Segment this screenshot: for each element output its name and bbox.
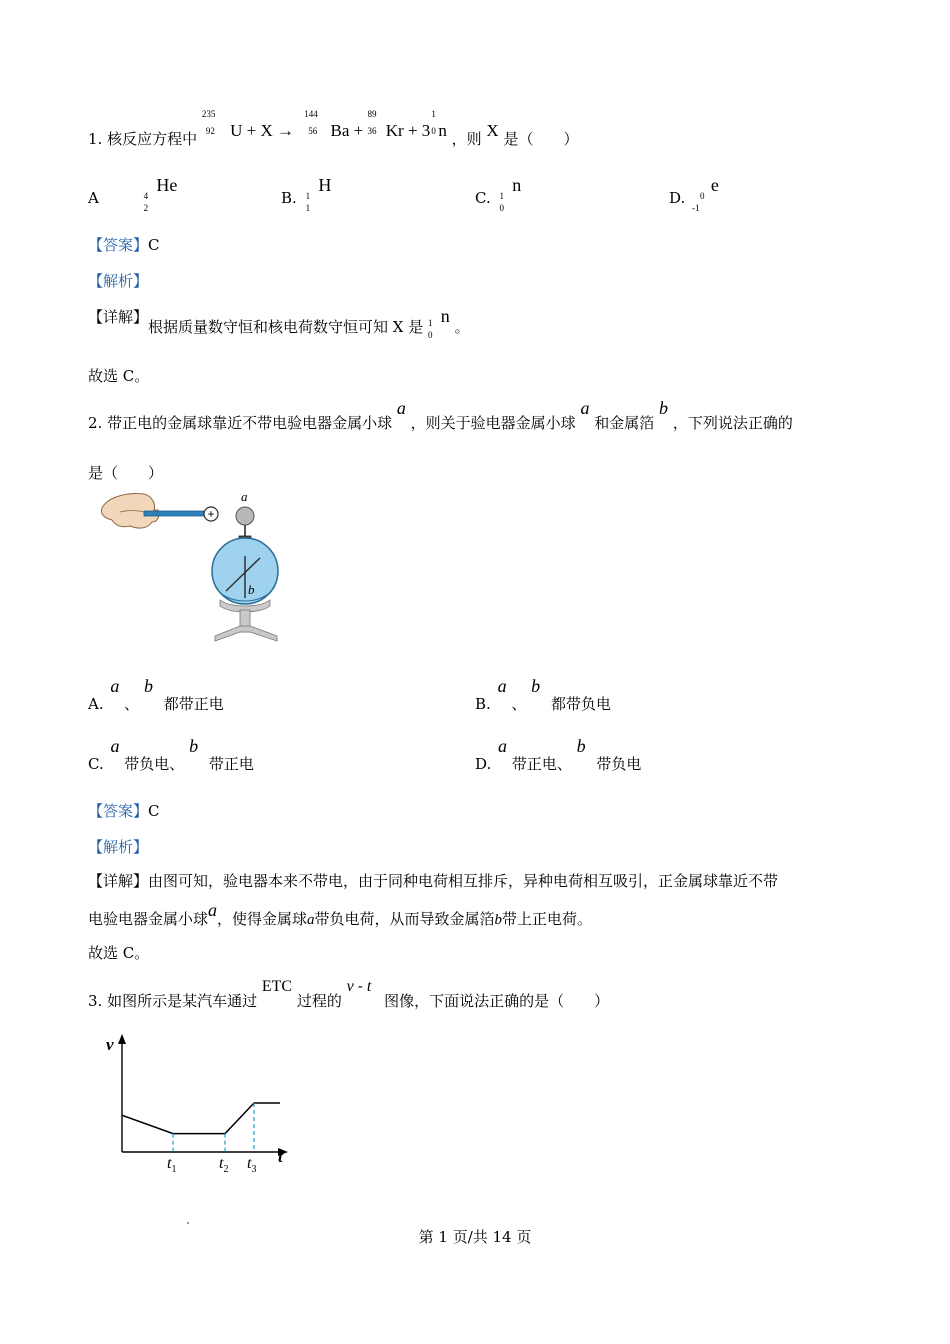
charged-rod — [144, 511, 204, 516]
label-a: a — [241, 489, 248, 504]
q2-option-d[interactable]: D. a 带正电、 b 带负电 — [475, 736, 642, 773]
q1-prefix: 1. 核反应方程中 — [88, 130, 198, 148]
q1-option-a[interactable]: A 4 2 He — [88, 175, 178, 213]
q1-detail: 【详解】根据质量数守恒和核电荷数守恒可知 X 是 1 0 n 。 — [88, 306, 470, 340]
vt-graph — [100, 1030, 300, 1180]
q1-stem: 1. 核反应方程中 235 92 U + X → 144 56 Ba + 89 36 Kr + 3 1 0 n ，则 X 是（ ） — [88, 109, 579, 148]
nuclear-equation: 235 92 U + X → 144 56 Ba + 89 36 Kr + 3 1 0 n — [201, 109, 447, 140]
q1-conclusion: 故选 C。 — [88, 367, 150, 385]
q1-analysis-tag: 【解析】 — [88, 272, 149, 290]
q2-detail-line1: 【详解】由图可知，验电器本来不带电，由于同种电荷相互排斥，异种电荷相互吸引，正金属球靠近不带 — [88, 872, 779, 890]
tick-label-t3: $t_3$ — [247, 1155, 257, 1175]
page-footer: 第 1 页/共 14 页 — [418, 1228, 532, 1246]
q1-option-b[interactable]: B. 1 1 H — [281, 175, 332, 213]
vt-series-line — [122, 1103, 280, 1134]
y-axis-arrow — [118, 1034, 126, 1044]
q1-option-c[interactable]: C. 1 0 n — [475, 175, 522, 213]
q2-option-c[interactable]: C. a 带负电、 b 带正电 — [88, 736, 254, 773]
electroscope-figure — [100, 486, 300, 651]
footer-dot — [187, 1222, 189, 1224]
q3-stem: 3. 如图所示是某汽车通过 ETC 过程的 v - t 图像，下面说法正确的是（ ） — [88, 977, 610, 1010]
q2-conclusion: 故选 C。 — [88, 944, 150, 962]
metal-ball-a — [236, 507, 254, 525]
q2-stem-line1: 2. 带正电的金属球靠近不带电验电器金属小球 a ，则关于验电器金属小球 a 和金属箔 b ，下列说法正确的 — [88, 398, 793, 432]
x-axis-label: t — [278, 1147, 283, 1166]
q1-option-d[interactable]: D. 0 -1 e — [669, 175, 719, 213]
q2-option-a[interactable]: A. a 、 b 都带正电 — [88, 676, 224, 713]
plus-sign: + — [207, 507, 215, 521]
q2-stem-line2: 是（ ） — [88, 464, 164, 482]
q2-detail-line2: 电验电器金属小球a，使得金属球a带负电荷，从而导致金属箔b带上正电荷。 — [88, 900, 593, 928]
label-b: b — [248, 582, 255, 597]
q2-option-b[interactable]: B. a 、 b 都带负电 — [475, 676, 611, 713]
q1-answer: 【答案】C — [88, 236, 160, 254]
q2-answer: 【答案】C — [88, 802, 160, 820]
tick-label-t2: $t_2$ — [219, 1155, 229, 1175]
y-axis-label: v — [106, 1035, 114, 1054]
tick-label-t1: $t_1$ — [167, 1155, 177, 1175]
q2-analysis-tag: 【解析】 — [88, 838, 149, 856]
